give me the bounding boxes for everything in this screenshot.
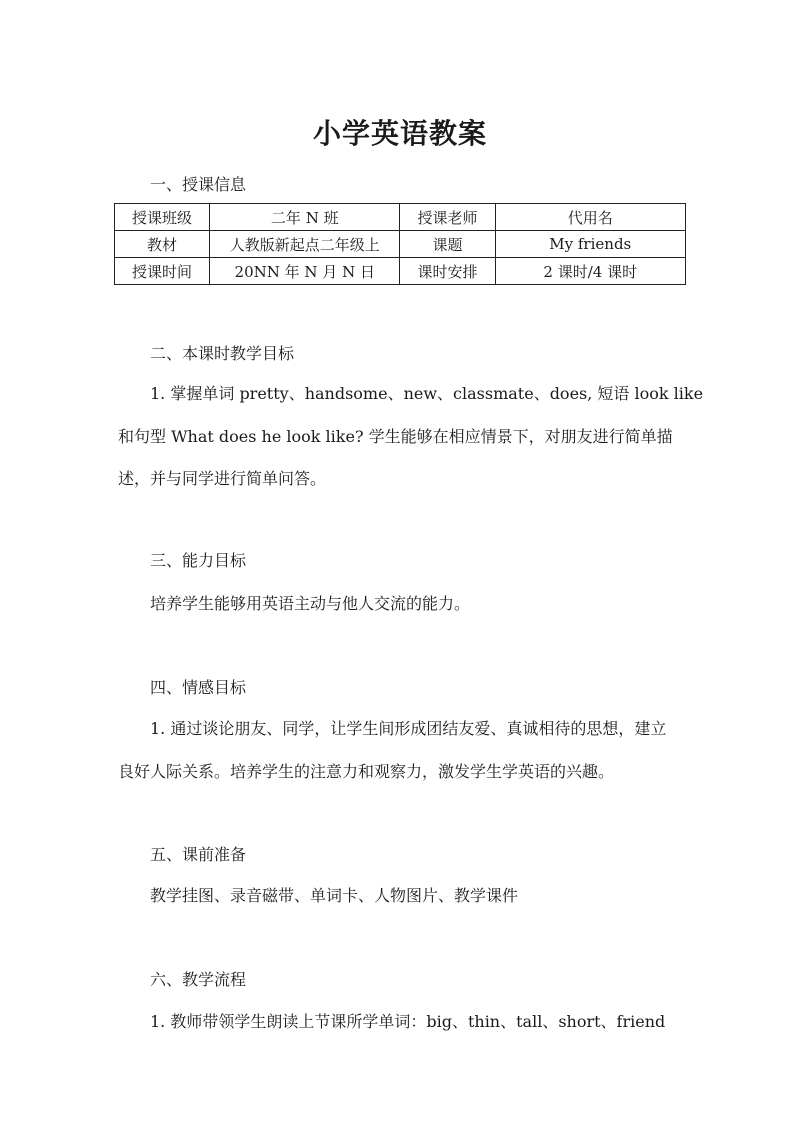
paragraph-line: 和句型 What does he look like? 学生能够在相应情景下，对朋友进行简单描 — [118, 427, 673, 446]
table-cell: 2 课时/4 课时 — [495, 258, 685, 285]
section-heading-class-info: 一、授课信息 — [150, 175, 247, 194]
table-cell: 授课时间 — [115, 258, 210, 285]
table-cell: My friends — [495, 231, 685, 258]
table-cell: 课时安排 — [400, 258, 495, 285]
document-title: 小学英语教案 — [312, 117, 487, 150]
table-cell: 教材 — [115, 231, 210, 258]
table-cell: 人教版新起点二年级上 — [210, 231, 400, 258]
paragraph-line: 1. 教师带领学生朗读上节课所学单词：big、thin、tall、short、friend — [150, 1012, 666, 1031]
table-cell: 20NN 年 N 月 N 日 — [210, 258, 400, 285]
paragraph-line: 良好人际关系。培养学生的注意力和观察力，激发学生学英语的兴趣。 — [118, 762, 615, 781]
table-cell: 课题 — [400, 231, 495, 258]
table-cell: 授课班级 — [115, 204, 210, 231]
table-cell: 授课老师 — [400, 204, 495, 231]
paragraph-line: 培养学生能够用英语主动与他人交流的能力。 — [150, 594, 471, 613]
table-row — [115, 231, 686, 258]
paragraph-line: 教学挂图、录音磁带、单词卡、人物图片、教学课件 — [150, 886, 519, 905]
section-heading-teaching-goals: 二、本课时教学目标 — [150, 344, 295, 363]
section-heading-teaching-process: 六、教学流程 — [150, 970, 247, 989]
section-heading-emotional-goals: 四、情感目标 — [150, 678, 247, 697]
section-heading-preparation: 五、课前准备 — [150, 845, 247, 864]
table-cell: 二年 N 班 — [210, 204, 400, 231]
paragraph-line: 述，并与同学进行简单问答。 — [118, 469, 327, 488]
table-row — [115, 258, 686, 285]
paragraph-line: 1. 通过谈论朋友、同学，让学生间形成团结友爱、真诚相待的思想，建立 — [150, 719, 667, 738]
paragraph-line: 1. 掌握单词 pretty、handsome、new、classmate、does, 短语 look like — [150, 384, 704, 403]
class-info-table — [114, 203, 686, 285]
section-heading-ability-goals: 三、能力目标 — [150, 551, 247, 570]
table-row — [115, 204, 686, 231]
table-cell: 代用名 — [495, 204, 685, 231]
